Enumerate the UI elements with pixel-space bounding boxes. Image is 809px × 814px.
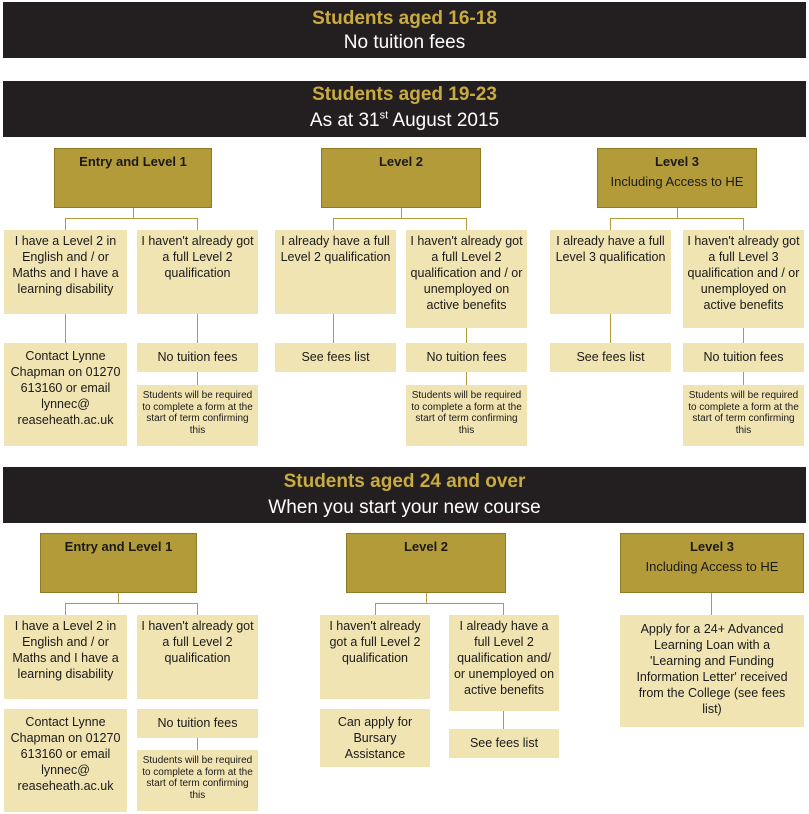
connector [503, 711, 504, 729]
result-no-tuition-fees: No tuition fees [137, 709, 258, 738]
connector [197, 738, 198, 750]
band-title: Students aged 16-18 [312, 8, 497, 29]
connector [333, 218, 334, 230]
connector [466, 218, 467, 230]
connector [65, 218, 66, 230]
band-aged-24-over [3, 467, 806, 523]
option-have-level-3: I already have a full Level 3 qualification [550, 230, 671, 314]
connector [711, 593, 712, 615]
option-no-level-2: I haven't already got a full Level 2 qualification [137, 230, 258, 314]
level-3-header: Level 3 Including Access to HE [597, 148, 757, 208]
option-no-level-3-benefits: I haven't already got a full Level 3 qualification and / or unemployed on active benefits [683, 230, 804, 328]
result-see-fees-list: See fees list [550, 343, 671, 372]
option-level-2-disability: I have a Level 2 in English and / or Maths and I have a learning disability [4, 230, 127, 314]
connector [466, 328, 467, 343]
option-have-level-2-benefits: I already have a full Level 2 qualification and/ or unemployed on active benefits [449, 615, 559, 711]
connector [503, 603, 504, 615]
option-no-level-2-benefits: I haven't already got a full Level 2 qualification and / or unemployed on active benefits [406, 230, 527, 328]
connector [677, 208, 678, 218]
connector [375, 603, 504, 604]
option-no-level-2: I haven't already got a full Level 2 qualification [320, 615, 430, 699]
band-title: Students aged 19-23 [312, 84, 497, 105]
connector [610, 314, 611, 343]
band-aged-16-18 [3, 2, 806, 58]
form-note: Students will be required to complete a form at the start of term confirming this [137, 750, 258, 811]
connector [610, 218, 744, 219]
connector [466, 372, 467, 385]
contact-lynne: Contact Lynne Chapman on 01270 613160 or email lynnec@ reaseheath.ac.uk [4, 343, 127, 446]
band-aged-19-23 [3, 81, 806, 137]
form-note: Students will be required to complete a form at the start of term confirming this [137, 385, 258, 446]
connector [133, 208, 134, 218]
result-see-fees-list: See fees list [275, 343, 396, 372]
connector [197, 218, 198, 230]
level-3-header: Level 3 Including Access to HE [620, 533, 804, 593]
connector [197, 372, 198, 385]
form-note: Students will be required to complete a form at the start of term confirming this [683, 385, 804, 446]
connector [426, 593, 427, 603]
entry-level-1-header: Entry and Level 1 [54, 148, 212, 208]
connector [401, 208, 402, 218]
result-no-tuition-fees: No tuition fees [683, 343, 804, 372]
connector [333, 314, 334, 343]
connector [743, 328, 744, 343]
entry-level-1-header: Entry and Level 1 [40, 533, 197, 593]
option-no-level-2: I haven't already got a full Level 2 qualification [137, 615, 258, 699]
result-see-fees-list: See fees list [449, 729, 559, 758]
connector [333, 218, 467, 219]
option-have-level-2: I already have a full Level 2 qualification [275, 230, 396, 314]
connector [65, 603, 66, 615]
band-subtitle: As at 31st August 2015 [309, 109, 500, 131]
connector [375, 603, 376, 615]
connector [65, 603, 198, 604]
band-subtitle: When you start your new course [268, 497, 541, 518]
connector [65, 314, 66, 343]
connector [65, 218, 198, 219]
connector [610, 218, 611, 230]
advanced-learning-loan-info: Apply for a 24+ Advanced Learning Loan with a 'Learning and Funding Information Letter' received from the College (see fees list) [620, 615, 804, 727]
connector [197, 603, 198, 615]
level-2-header: Level 2 [321, 148, 481, 208]
connector [743, 372, 744, 385]
result-no-tuition-fees: No tuition fees [406, 343, 527, 372]
connector [743, 218, 744, 230]
form-note: Students will be required to complete a form at the start of term confirming this [406, 385, 527, 446]
connector [118, 593, 119, 603]
band-title: Students aged 24 and over [283, 471, 526, 492]
result-no-tuition-fees: No tuition fees [137, 343, 258, 372]
level-2-header: Level 2 [346, 533, 506, 593]
option-level-2-disability: I have a Level 2 in English and / or Maths and I have a learning disability [4, 615, 127, 699]
band-subtitle: No tuition fees [343, 32, 466, 53]
contact-lynne: Contact Lynne Chapman on 01270 613160 or email lynnec@ reaseheath.ac.uk [4, 709, 127, 812]
result-bursary-assistance: Can apply for Bursary Assistance [320, 709, 430, 767]
connector [197, 314, 198, 343]
